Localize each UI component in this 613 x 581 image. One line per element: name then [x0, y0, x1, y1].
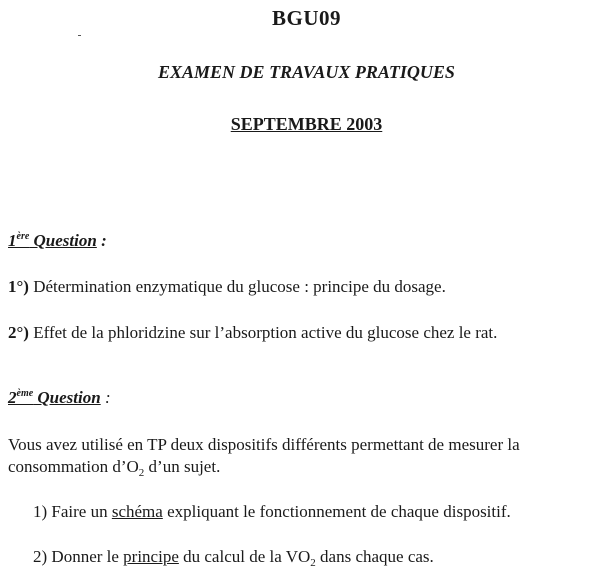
question2-heading-sup: ème [16, 388, 34, 399]
question1-item-1 [8, 277, 446, 297]
question2-item-2-prefix: 2) Donner le [33, 547, 124, 566]
question1-heading [8, 231, 107, 251]
question2-item-2-mid: du calcul de la VO [178, 547, 311, 566]
question2-item-1-underlined: schéma [111, 502, 163, 521]
exam-date: SEPTEMBRE 2003 [230, 114, 383, 134]
question2-heading [8, 388, 111, 408]
question1-item-2 [8, 323, 497, 343]
question2-intro-line1: Vous avez utilisé en TP deux dispositifs différents permettant de mesurer la [8, 435, 520, 454]
question1-heading-sup: ère [16, 231, 30, 242]
question1-item-1-num: 1°) [8, 277, 29, 296]
question2-item-1-prefix: 1) Faire un [33, 502, 112, 521]
question2-heading-word: Question [33, 388, 101, 407]
question2-item-2-sub: 2 [310, 557, 316, 569]
question2-heading-num: 2 [8, 388, 17, 407]
question2-intro-line2 [8, 457, 220, 477]
scan-speck [78, 35, 81, 36]
question2-intro-line2-a: consommation d’O [8, 457, 139, 476]
question2-item-2-underlined: principe [123, 547, 179, 566]
question2-item-1-suffix: expliquant le fonctionnement de chaque dispositif. [162, 502, 511, 521]
question2-item-2 [33, 547, 434, 567]
question2-item-2-suffix: dans chaque cas. [315, 547, 434, 566]
question2-intro-line2-sub: 2 [138, 467, 145, 479]
course-code: BGU09 [271, 6, 341, 30]
question1-item-1-text: Détermination enzymatique du glucose : principe du dosage. [28, 277, 446, 296]
question1-item-2-text: Effet de la phloridzine sur l’absorption active du glucose chez le rat. [28, 323, 498, 342]
question2-item-1 [33, 502, 511, 522]
question2-heading-colon: : [100, 388, 111, 407]
question1-heading-word: Question [29, 231, 97, 250]
exam-subtitle: EXAMEN DE TRAVAUX PRATIQUES [158, 62, 455, 82]
question2-intro-line2-b: d’un sujet. [144, 457, 221, 476]
question1-heading-num: 1 [8, 231, 17, 250]
question1-heading-colon: : [96, 231, 107, 250]
question1-item-2-num: 2°) [8, 323, 29, 342]
